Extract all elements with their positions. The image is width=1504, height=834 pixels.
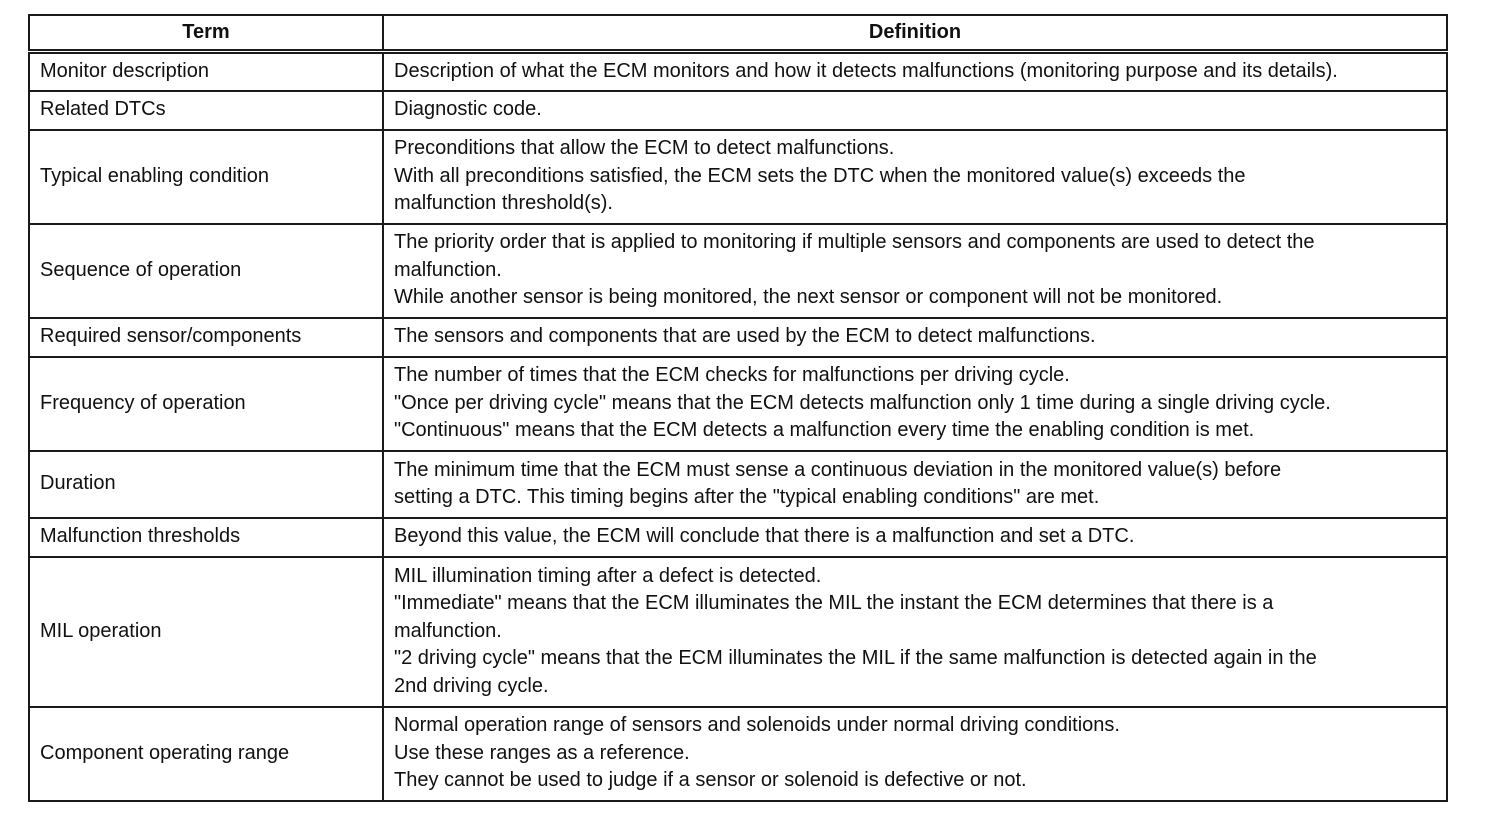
row-definition bbox=[383, 707, 1447, 801]
row-definition bbox=[383, 451, 1447, 518]
row-term: MIL operation bbox=[29, 557, 383, 707]
table-row bbox=[29, 518, 1447, 557]
definition-line: The priority order that is applied to monitoring if multiple sensors and components are used to detect the bbox=[394, 231, 1315, 254]
table-row bbox=[29, 357, 1447, 451]
row-term: Frequency of operation bbox=[29, 357, 383, 451]
header-definition: Definition bbox=[383, 15, 1447, 52]
definition-line: Use these ranges as a reference. bbox=[394, 741, 690, 764]
row-term: Sequence of operation bbox=[29, 224, 383, 318]
row-definition bbox=[383, 357, 1447, 451]
row-term: Duration bbox=[29, 451, 383, 518]
definition-line: MIL illumination timing after a defect is detected. bbox=[394, 564, 822, 587]
table-row bbox=[29, 91, 1447, 130]
definition-line: They cannot be used to judge if a sensor or solenoid is defective or not. bbox=[394, 769, 1027, 792]
table-row bbox=[29, 224, 1447, 318]
row-definition bbox=[383, 52, 1447, 91]
row-term: Monitor description bbox=[29, 52, 383, 91]
row-term: Malfunction thresholds bbox=[29, 518, 383, 557]
definition-line: The minimum time that the ECM must sense a continuous deviation in the monitored value(s) before bbox=[394, 458, 1282, 481]
definition-line: The sensors and components that are used by the ECM to detect malfunctions. bbox=[394, 325, 1096, 348]
header-row bbox=[29, 15, 1447, 52]
definition-line: 2nd driving cycle. bbox=[394, 674, 549, 697]
table-row bbox=[29, 130, 1447, 224]
definition-line: "Continuous" means that the ECM detects a malfunction every time the enabling condition is met. bbox=[394, 419, 1255, 442]
table-body bbox=[29, 52, 1447, 801]
definition-line: malfunction threshold(s). bbox=[394, 192, 613, 215]
row-term: Typical enabling condition bbox=[29, 130, 383, 224]
definition-line: Diagnostic code. bbox=[394, 98, 542, 121]
definition-line: While another sensor is being monitored, the next sensor or component will not be monitored. bbox=[394, 286, 1223, 309]
header-term: Term bbox=[29, 15, 383, 52]
table-row bbox=[29, 52, 1447, 91]
row-term: Required sensor/components bbox=[29, 318, 383, 357]
definition-line: "Immediate" means that the ECM illuminates the MIL the instant the ECM determines that there is a bbox=[394, 592, 1274, 615]
row-definition bbox=[383, 224, 1447, 318]
table-row bbox=[29, 707, 1447, 801]
definition-line: malfunction. bbox=[394, 258, 502, 281]
definition-line: With all preconditions satisfied, the ECM sets the DTC when the monitored value(s) exceeds the bbox=[394, 164, 1246, 187]
row-term: Component operating range bbox=[29, 707, 383, 801]
table-row bbox=[29, 451, 1447, 518]
definition-line: Description of what the ECM monitors and how it detects malfunctions (monitoring purpose and its details). bbox=[394, 60, 1338, 82]
term-definition-table bbox=[28, 14, 1448, 802]
row-definition bbox=[383, 91, 1447, 130]
row-definition bbox=[383, 318, 1447, 357]
definition-line: setting a DTC. This timing begins after the "typical enabling conditions" are met. bbox=[394, 486, 1100, 508]
definition-line: The number of times that the ECM checks for malfunctions per driving cycle. bbox=[394, 364, 1070, 387]
row-term: Related DTCs bbox=[29, 91, 383, 130]
definition-line: Beyond this value, the ECM will conclude that there is a malfunction and set a DTC. bbox=[394, 525, 1135, 548]
definition-line: "Once per driving cycle" means that the ECM detects malfunction only 1 time during a single driving cycle. bbox=[394, 391, 1331, 414]
row-definition bbox=[383, 518, 1447, 557]
row-definition bbox=[383, 130, 1447, 224]
table-row bbox=[29, 557, 1447, 707]
table-row bbox=[29, 318, 1447, 357]
definition-line: Normal operation range of sensors and solenoids under normal driving conditions. bbox=[394, 714, 1120, 737]
row-definition bbox=[383, 557, 1447, 707]
definition-line: Preconditions that allow the ECM to detect malfunctions. bbox=[394, 137, 895, 160]
definition-line: "2 driving cycle" means that the ECM illuminates the MIL if the same malfunction is detected again in the bbox=[394, 647, 1317, 670]
definition-line: malfunction. bbox=[394, 619, 502, 642]
